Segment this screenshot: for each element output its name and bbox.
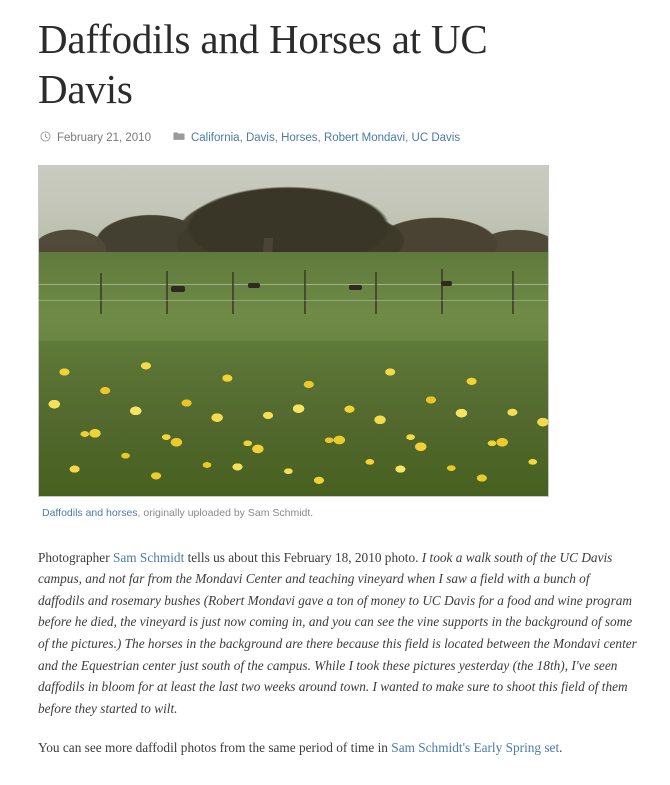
category-separator: ,	[239, 131, 246, 144]
category-link-robert-mondavi[interactable]: Robert Mondavi	[323, 131, 406, 144]
category-link-california[interactable]: California	[190, 131, 240, 144]
intro-suffix: tells us about this February 18, 2010 photo.	[184, 549, 419, 565]
body-paragraph-closing	[38, 737, 638, 759]
caption-photo-link[interactable]: Daffodils and horses	[42, 506, 138, 519]
body-paragraph-intro	[38, 547, 638, 719]
category-separator: ,	[317, 131, 324, 144]
photographer-link[interactable]: Sam Schmidt	[112, 549, 185, 565]
daffodil-photo[interactable]	[38, 165, 549, 497]
folder-icon	[173, 131, 185, 144]
photo-daffodil-foreground	[39, 384, 548, 496]
closing-suffix: .	[559, 740, 563, 756]
category-link-list	[191, 132, 460, 144]
closing-prefix: You can see more daffodil photos from the same period of time in	[38, 740, 392, 756]
category-link-uc-davis[interactable]: UC Davis	[411, 131, 461, 144]
caption-text: , originally uploaded by Sam Schmidt.	[137, 506, 314, 519]
photo-fence	[39, 268, 548, 314]
intro-prefix: Photographer	[38, 549, 113, 565]
post-figure	[38, 165, 551, 519]
category-separator: ,	[405, 131, 412, 144]
page-title: Daffodils and Horses at UC Davis	[38, 16, 488, 113]
figure-caption	[42, 507, 551, 519]
early-spring-set-link[interactable]: Sam Schmidt's Early Spring set	[391, 740, 560, 756]
category-separator: ,	[274, 131, 282, 144]
clock-icon	[40, 131, 51, 145]
category-link-davis[interactable]: Davis	[245, 131, 275, 144]
category-link-horses[interactable]: Horses	[281, 131, 318, 144]
post-date	[40, 131, 151, 145]
post-body	[38, 547, 638, 759]
body-quote: I took a walk south of the UC Davis campus, and not far from the Mondavi Center and teaching vineyard when I saw a field with a bunch of daffodils and rosemary bushes (Robert Mondavi gave a ton of money to UC Davis for a food and wine program before he died, the vineyard is just now coming in, and you can see the vine supports in the background of some of the pictures.) The horses in the background are there because this field is located between the Mondavi center and the Equestrian center just south of the campus. While I took these pictures yesterday (the 18th), I've seen daffodils in bloom for at least the last two weeks around town. I wanted to make sure to shoot this field of them before they started to wilt.	[38, 549, 637, 716]
post-meta	[40, 131, 632, 145]
post-categories	[173, 131, 460, 144]
post-date-text: February 21, 2010	[57, 131, 151, 144]
